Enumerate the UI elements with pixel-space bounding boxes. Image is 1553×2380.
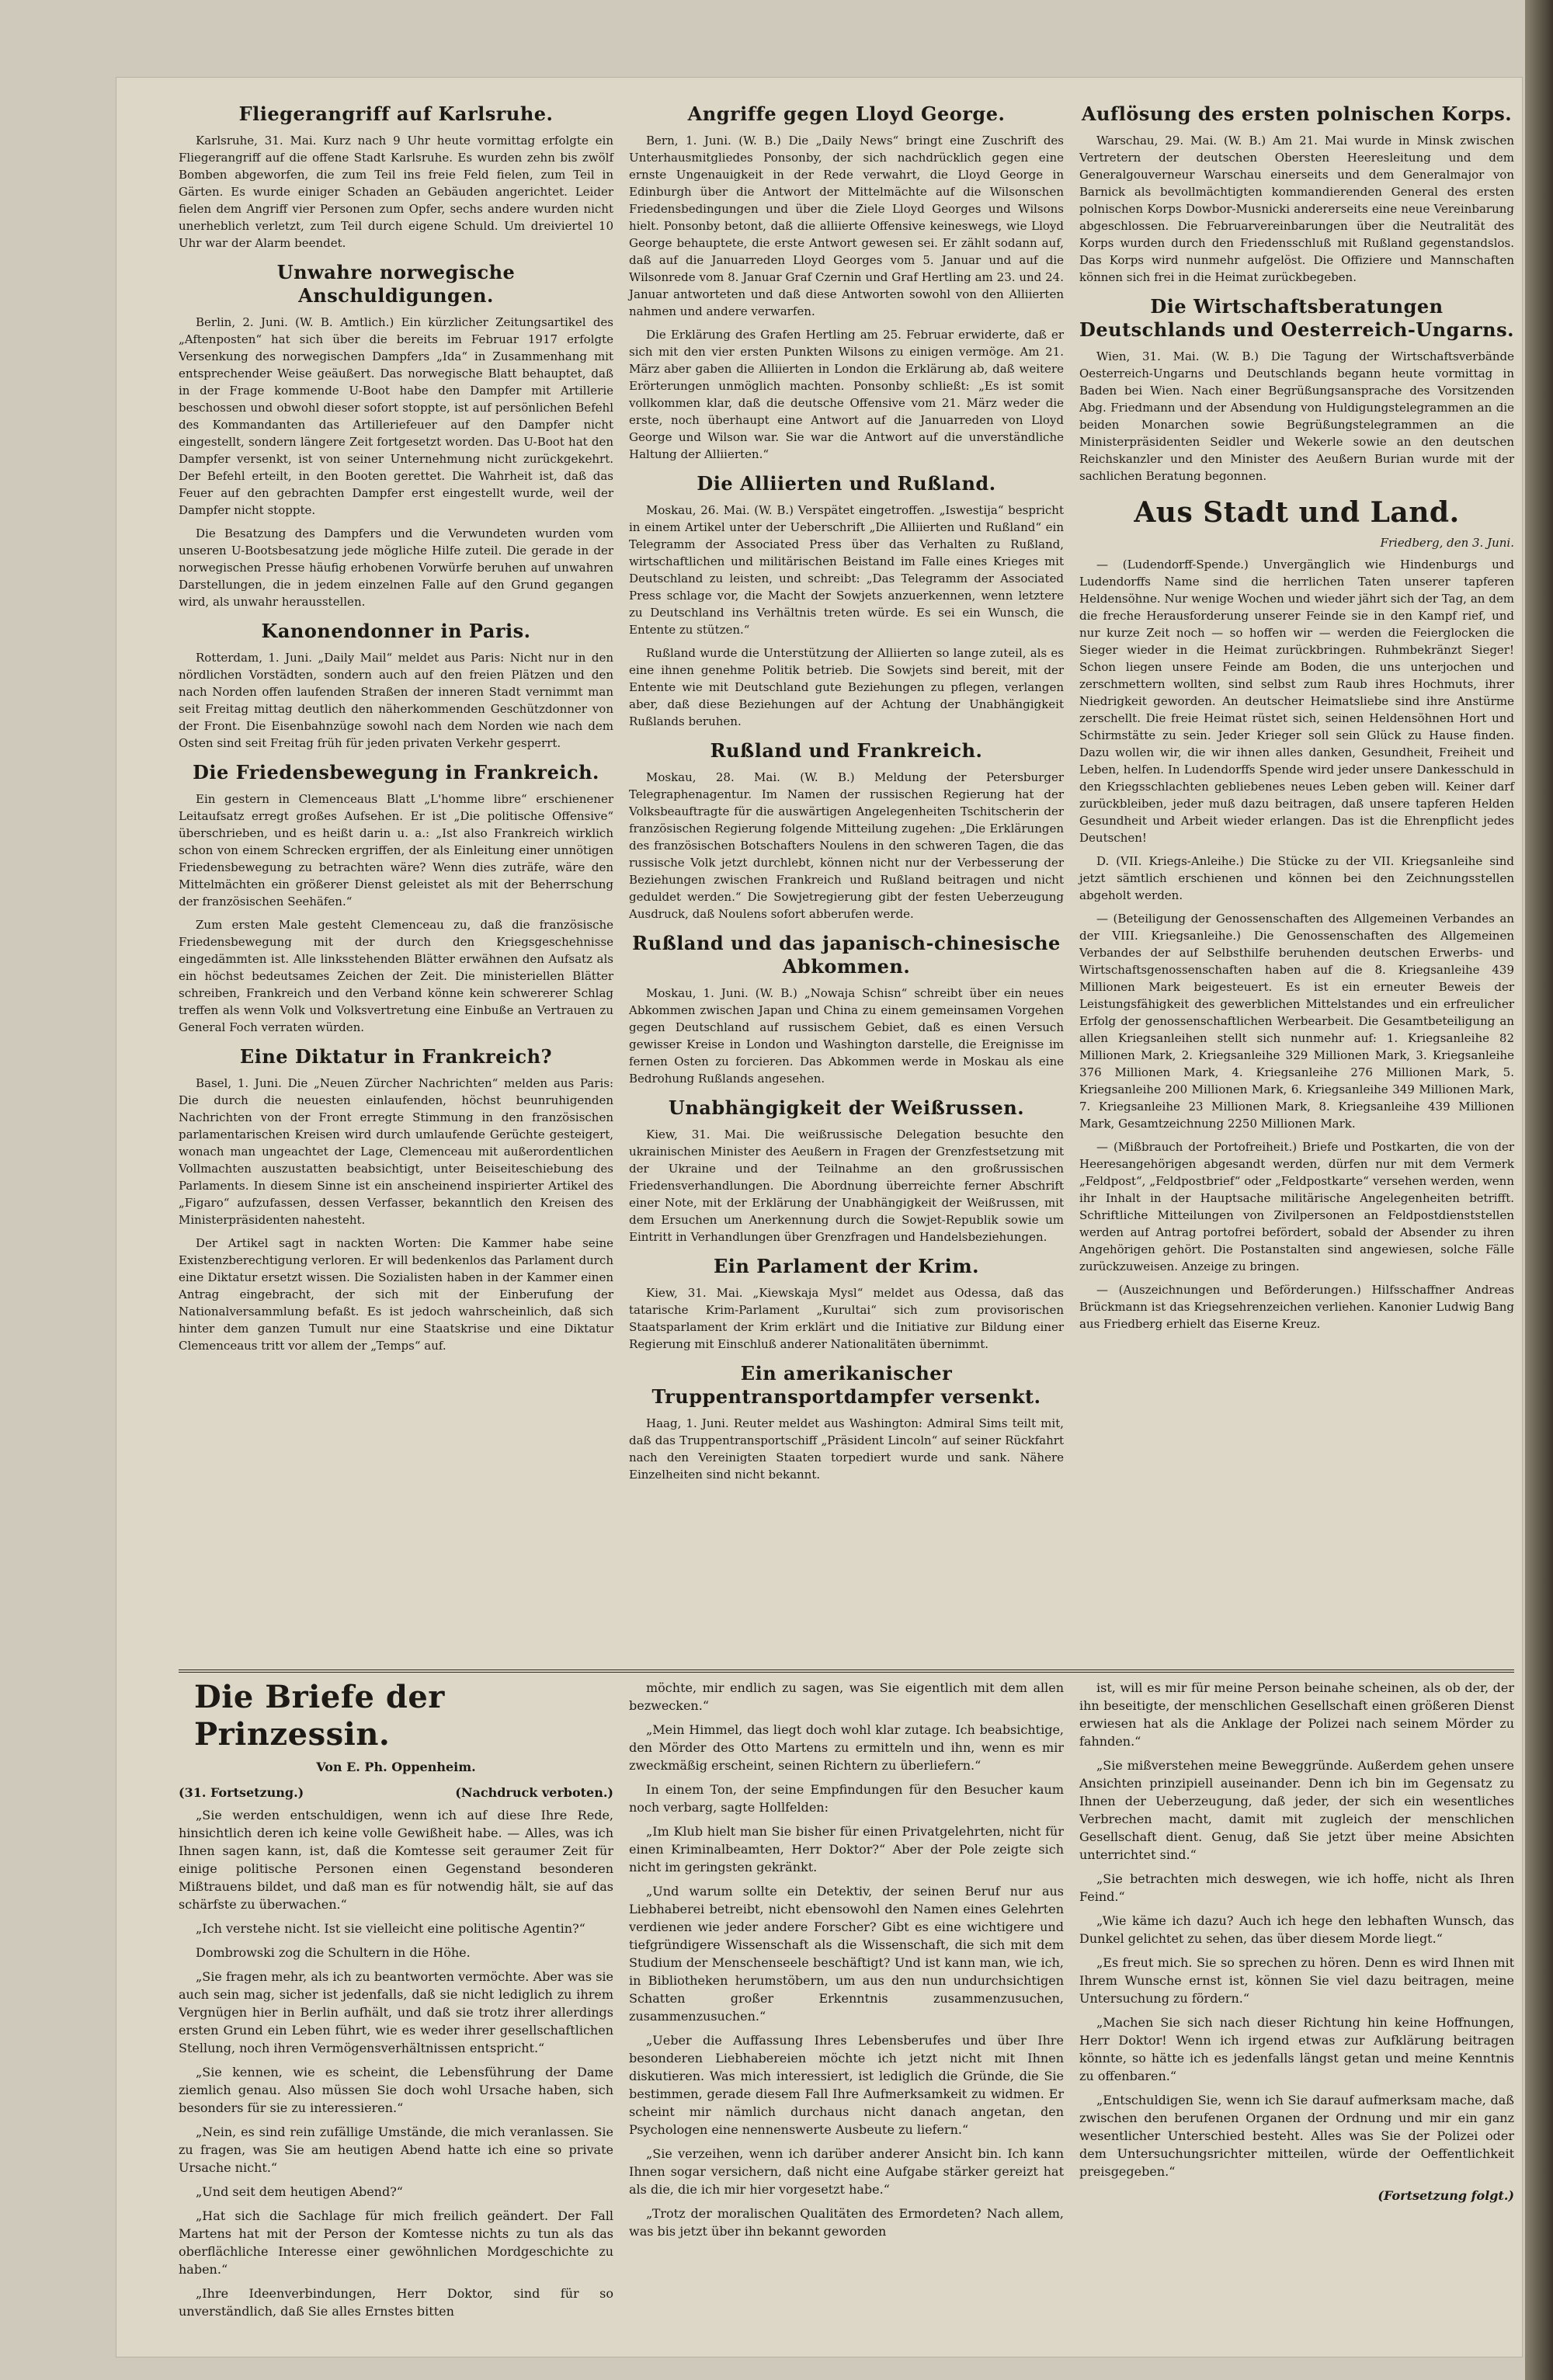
article-paragraph: Moskau, 26. Mai. (W. B.) Verspätet eingetroffen. „Iswestija“ bespricht in einem Artikel unter der Ueberschrift „Die Alliierten und Rußland“ ein Telegramm der Associated Press über das Verhalten zu Rußland, wirtschaftlichen und militärischen Beistand im Falle eines Krieges mit Deutschland zu leisten, und schreibt: „Das Telegramm der Associated Press schlage vor, die Macht der Sowjets anzuerkennen, wenn letztere zu Deutschland ins Verhältnis treten würde. Es sei ein Wunsch, die Entente zu stützen.“	[629, 503, 1064, 637]
feuilleton-paragraph: „Und seit dem heutigen Abend?“	[196, 2184, 403, 2199]
article-paragraph: Rußland wurde die Unterstützung der Alliierten so lange zuteil, als es eine ihnen genehme Politik betrieb. Die Sowjets sind bereit, mit der Entente wie mit Deutschland gute Beziehungen zu pflegen, verlangen aber, daß diese Beziehungen auf der Achtung der Unabhängigkeit Rußlands beruhen.	[629, 646, 1064, 728]
feuilleton-divider	[179, 1669, 1514, 1673]
feuilleton-paragraph: „Nein, es sind rein zufällige Umstände, die mich veranlassen. Sie zu fragen, was Sie am heutigen Abend hatte ich eine so private Ursache nicht.“	[179, 2125, 613, 2175]
continued-note: (Fortsetzung folgt.)	[1378, 2188, 1514, 2203]
feuilleton-paragraph: „Sie kennen, wie es scheint, die Lebensführung der Dame ziemlich genau. Also müssen Sie doch wohl Ursache haben, sich besonders für sie zu interessieren.“	[179, 2065, 613, 2115]
news-column-2	[629, 93, 1064, 1489]
feuilleton-paragraph: „Wie käme ich dazu? Auch ich hege den lebhaften Wunsch, das Dunkel gelichtet zu sehen, das über diesem Morde liegt.“	[1079, 1913, 1514, 1946]
feuilleton-paragraph: Dombrowski zog die Schultern in die Höhe.	[196, 1945, 471, 1960]
feuilleton-paragraph: „Sie werden entschuldigen, wenn ich auf diese Ihre Rede, hinsichtlich deren ich keine volle Gewißheit habe. — Alles, was ich Ihnen sagen kann, ist, daß die Komtesse seit geraumer Zeit für einige politische Personen einen Gegenstand besonderen Mißtrauens bildet, und daß man es für notwendig hält, sie auf das schärfste zu überwachen.“	[179, 1808, 613, 1912]
article-paragraph: Kiew, 31. Mai. „Kiewskaja Mysl“ meldet aus Odessa, daß das tatarische Krim-Parlament „Kurultai“ sich zum provisorischen Staatsparlament der Krim erklärt und die Initiative zur Bildung einer Regierung mit Einschluß anderer Nationalitäten übernimmt.	[629, 1286, 1064, 1351]
feuilleton-column-1	[179, 1679, 613, 2326]
feuilleton-section	[116, 1679, 1522, 2347]
article-paragraph: Bern, 1. Juni. (W. B.) Die „Daily News“ bringt eine Zuschrift des Unterhausmitgliedes Ponsonby, der sich nachdrücklich gegen eine ernste Ungenauigkeit in der Rede verwahrt, die Lloyd George in Edinburgh über die Antwort der Mittelmächte auf die Wilsonschen Friedensbedingungen und über die Ziele Lloyd Georges und Wilsons hielt. Ponsonby betont, daß die alliierte Offensive keineswegs, wie Lloyd George behauptete, die erste Antwort gewesen sei. Er zählt sodann auf, daß auf die Januarreden Lloyd Georges vom 5. Januar und auf die Wilsonrede vom 8. Januar Graf Czernin und Graf Hertling am 23. und 24. Januar antworteten und daß diese Antworten sowohl von den Alliierten nahmen und andere verwarfen.	[629, 134, 1064, 318]
feuilleton-paragraph: „Sie mißverstehen meine Beweggründe. Außerdem gehen unsere Ansichten prinzipiell auseinander. Denn ich bin im Gegensatz zu Ihnen der Ueberzeugung, daß jeder, der sich ein wesentliches Verbrechen macht, damit mit zugleich der menschlichen Gesellschaft dient. Genug, daß Sie jetzt über meine Absichten unterrichtet sind.“	[1079, 1758, 1514, 1862]
feuilleton-text-1	[179, 1806, 613, 2320]
feuilleton-paragraph: „Sie verzeihen, wenn ich darüber anderer Ansicht bin. Ich kann Ihnen sogar versichern, daß nicht eine Aufgabe stärker gereizt hat als die, die ich mir hier vorgesetzt habe.“	[629, 2146, 1064, 2197]
article-headline: Die Wirtschaftsberatungen Deutschlands und Oesterreich-Ungarns.	[1079, 295, 1514, 341]
feuilleton-paragraph: „Mein Himmel, das liegt doch wohl klar zutage. Ich beabsichtige, den Mörder des Otto Martens zu ermitteln und ihn, wenn es mir zweckmäßig erscheint, seinen Richtern zu überliefern.“	[629, 1722, 1064, 1773]
article-headline: Ein amerikanischer Truppentransportdampfer versenkt.	[651, 1362, 1041, 1408]
feuilleton-text-2	[629, 1679, 1064, 2240]
article-headline: Aus Stadt und Land.	[1134, 496, 1460, 529]
feuilleton-paragraph: „Und warum sollte ein Detektiv, der seinen Beruf nur aus Liebhaberei betreibt, nicht ebensowohl den Namen eines Gelehrten verdienen wie jeder andere Forscher? Gibt es eine wichtigere und tiefgründigere Wissenschaft als die Wissenschaft, die sich mit dem Studium der Menschenseele beschäftigt? Und ist kann man, wie ich, in Bibliotheken herumstöbern, um aus den nun undurchsichtigen Schatten großer Erkenntnis zusammenzusuchen, zusammenzusuchen.“	[629, 1884, 1064, 2024]
article-paragraph: Zum ersten Male gesteht Clemenceau zu, daß die französische Friedensbewegung mit der durch den Kriegsgeschehnisse eingedämmten ist. Alle linksstehenden Blätter erwähnen den Aufsatz als ein höchst bedeutsames Zeichen der Zeit. Die ministeriellen Blätter schreiben, Frankreich und den Verband könne kein schwererer Schlag treffen als wenn Volk und Volksvertretung eine Einbuße an Vertrauen zu General Foch verraten würden.	[179, 918, 613, 1034]
article-headline: Die Alliierten und Rußland.	[697, 472, 996, 495]
feuilleton-paragraph: „Ihre Ideenverbindungen, Herr Doktor, sind für so unverständlich, daß Sie alles Ernstes bitten	[179, 2286, 613, 2319]
article-paragraph: Die Besatzung des Dampfers und die Verwundeten wurden vom unseren U-Bootsbesatzung jede mögliche Hilfe zuteil. Die gerade in der norwegischen Presse häufig erhobenen Vorwürfe beruhen auf unwahren Darstellungen, die in jedem einzelnen Falle auf den Grund gegangen wird, als unwahr herausstellen.	[179, 526, 613, 609]
article-paragraph: Die Erklärung des Grafen Hertling am 25. Februar erwiderte, daß er sich mit den vier ersten Punkten Wilsons zu einigen vermöge. Am 21. März aber gaben die Alliierten in London die Erklärung ab, daß weitere Erörterungen unmöglich machten. Ponsonby schließt: „Es ist somit vollkommen klar, daß die deutsche Offensive vom 21. März weder die erste, noch überhaupt eine Antwort auf die Januarreden von Lloyd George und Wilson war. Sie war die Antwort auf die unverständliche Haltung der Alliierten.“	[629, 328, 1064, 461]
news-column-3	[1079, 93, 1514, 1339]
feuilleton-paragraph: möchte, mir endlich zu sagen, was Sie eigentlich mit dem allen bezwecken.“	[629, 1680, 1064, 1713]
feuilleton-paragraph: „Entschuldigen Sie, wenn ich Sie darauf aufmerksam mache, daß zwischen den berufenen Organen der Ordnung und mir ein ganz wesentlicher Unterschied besteht. Alles was Sie der Polizei oder dem Untersuchungsrichter mitteilen, würde der Oeffentlichkeit preisgegeben.“	[1079, 2093, 1514, 2179]
feuilleton-paragraph: „Es freut mich. Sie so sprechen zu hören. Denn es wird Ihnen mit Ihrem Wunsche ernst ist, können Sie viel dazu beitragen, meine Untersuchung zu fördern.“	[1079, 1955, 1514, 2006]
dateline: Friedberg, den 3. Juni.	[1380, 536, 1514, 550]
feuilleton-paragraph: „Trotz der moralischen Qualitäten des Ermordeten? Nach allem, was bis jetzt über ihn bekannt geworden	[629, 2206, 1064, 2239]
article-headline: Auflösung des ersten polnischen Korps.	[1081, 102, 1513, 125]
feuilleton-text-3	[1079, 1679, 1514, 2180]
article-paragraph: Berlin, 2. Juni. (W. B. Amtlich.) Ein kürzlicher Zeitungsartikel des „Aftenposten“ hat sich über die bereits im Februar 1917 erfolgte Versenkung des norwegischen Dampfers „Ida“ in Zusammenhang mit entsprechender Weise geäußert. Das norwegische Blatt behauptet, daß in der Frage kommende U-Boot habe den Dampfer mit Artillerie beschossen und obwohl dieser sofort stoppte, ist auf persönlichen Befehl des Kommandanten das Artilleriefeuer auf den Dampfer nicht eingestellt, sondern längere Zeit fortgesetzt worden. Das U-Boot hat den Dampfer versenkt, ist von seiner Unternehmung nicht zurückgekehrt. Der Befehl erteilt, in den Booten gerettet. Die Wahrheit ist, daß das Feuer auf den gebrachten Dampfer erst eingestellt wurde, weil der Dampfer nicht stoppte.	[179, 315, 613, 517]
article-headline: Rußland und Frankreich.	[710, 739, 983, 762]
feuilleton-paragraph: „Ich verstehe nicht. Ist sie vielleicht eine politische Agentin?“	[196, 1921, 585, 1936]
feuilleton-column-3	[1079, 1679, 1514, 2211]
article-paragraph: Wien, 31. Mai. (W. B.) Die Tagung der Wirtschaftsverbände Oesterreich-Ungarns und Deutschlands begann heute vormittag in Baden bei Wien. Nach einer Begrüßungsansprache des Vorsitzenden Abg. Friedmann und der Absendung von Huldigungstelegrammen an die beiden Monarchen sowie Begrüßungstelegrammen an die Ministerpräsidenten Seidler und Wekerle sowie an den deutschen Reichskanzler und den Minister des Aeußern Burian wurde mit der sachlichen Beratung begonnen.	[1079, 349, 1514, 483]
feuilleton-paragraph: „Sie betrachten mich deswegen, wie ich hoffe, nicht als Ihren Feind.“	[1079, 1871, 1514, 1904]
feuilleton-paragraph: „Im Klub hielt man Sie bisher für einen Privatgelehrten, nicht für einen Kriminalbeamten, Herr Doktor?“ Aber der Pole zeigte sich nicht im geringsten gekränkt.	[629, 1824, 1064, 1874]
article-paragraph: Moskau, 1. Juni. (W. B.) „Nowaja Schisn“ schreibt über ein neues Abkommen zwischen Japan und China zu einem gemeinsamen Vorgehen gegen Deutschland auf russischem Gebiet, daß es einen Versuch gewisser Kreise in London und Washington darstelle, die Ereignisse im fernen Osten zu forcieren. Das Abkommen werde in Moskau als eine Bedrohung Rußlands angesehen.	[629, 986, 1064, 1086]
newspaper-page	[116, 78, 1522, 2357]
article-headline: Unabhängigkeit der Weißrussen.	[668, 1096, 1025, 1119]
feuilleton-title: Die Briefe der Prinzessin.	[194, 1679, 445, 1753]
article-paragraph: — (Beteiligung der Genossenschaften des Allgemeinen Verbandes an der VIII. Kriegsanleihe.) Die Genossenschaften des Allgemeinen Verbandes der auf Selbsthilfe beruhenden deutschen Erwerbs- und Wirtschaftsgenossenschaften haben auf die 8. Kriegsanleihe 439 Millionen Mark beigesteuert. Es ist ein erneuter Beweis der Leistungsfähigkeit des gewerblichen Mittelstandes und ein erfreulicher Erfolg der genossenschaftlichen Werbearbeit. Die Gesamtbeteiligung an allen Kriegsanleihen stellt sich nunmehr auf: 1. Kriegsanleihe 82 Millionen Mark, 2. Kriegsanleihe 329 Millionen Mark, 3. Kriegsanleihe 376 Millionen Mark, 4. Kriegsanleihe 276 Millionen Mark, 5. Kriegsanleihe 200 Millionen Mark, 6. Kriegsanleihe 349 Millionen Mark, 7. Kriegsanleihe 23 Millionen Mark, 8. Kriegsanleihe 439 Millionen Mark, Gesamtzeichnung 2250 Millionen Mark.	[1079, 912, 1514, 1131]
feuilleton-paragraph: „Ueber die Auffassung Ihres Lebensberufes und über Ihre besonderen Liebhabereien möchte ich jetzt nicht mit Ihnen diskutieren. Was mich interessiert, ist lediglich die Gründe, die Sie bestimmen, gerade diesem Fall Ihre Aufmerksamkeit zu widmen. Er scheint mir nämlich durchaus nicht danach angetan, den Psychologen eine nennenswerte Ausbeute zu liefern.“	[629, 2033, 1064, 2137]
article-paragraph: — (Auszeichnungen und Beförderungen.) Hilfsschaffner Andreas Brückmann ist das Kriegsehrenzeichen verliehen. Kanonier Ludwig Bang aus Friedberg erhielt das Eiserne Kreuz.	[1079, 1283, 1514, 1331]
news-column-1	[179, 93, 613, 1360]
feuilleton-byline: Von E. Ph. Oppenheim.	[316, 1760, 476, 1774]
article-paragraph: Kiew, 31. Mai. Die weißrussische Delegation besuchte den ukrainischen Minister des Aeußern in Fragen der Grenzfestsetzung mit der Ukraine und der Teilnahme an den großrussischen Friedensverhandlungen. Die Abordnung überreichte ferner Abschrift einer Note, mit der Erklärung der Unabhängigkeit der Weißrussen, mit dem Ersuchen um Anerkennung durch die Sowjet-Republik sowie um Eintritt in Verhandlungen über Grenzfragen und Handelsbeziehungen.	[629, 1127, 1064, 1244]
article-headline: Die Friedensbewegung in Frankreich.	[193, 761, 599, 783]
article-paragraph: Rotterdam, 1. Juni. „Daily Mail“ meldet aus Paris: Nicht nur in den nördlichen Vorstädten, sondern auch auf den freien Plätzen und den nach Norden offen laufenden Straßen der inneren Stadt vernimmt man seit Freitag mittag deutlich den näherkommenden Geschützdonner von der Front. Die Eisenbahnzüge sowohl nach dem Norden wie nach dem Osten sind seit Freitag früh für jeden privaten Verkehr gesperrt.	[179, 651, 613, 750]
article-paragraph: — (Mißbrauch der Portofreiheit.) Briefe und Postkarten, die von der Heeresangehörigen abgesandt werden, dürfen nur mit dem Vermerk „Feldpost“, „Feldpostbrief“ oder „Feldpostkarte“ versehen werden, wenn ihr Inhalt in der Hauptsache militärische Angelegenheiten betrifft. Schriftliche Mitteilungen von Zivilpersonen an Feldpostdienststellen werden auf Antrag portofrei befördert, sobald der Absender zu ihren Angehörigen gehört. Die Postanstalten sind angewiesen, solche Fälle zurückzuweisen. Anzeige zu bringen.	[1079, 1140, 1514, 1273]
feuilleton-note: (Nachdruck verboten.)	[455, 1785, 613, 1800]
article-headline: Fliegerangriff auf Karlsruhe.	[238, 102, 554, 125]
article-headline: Unwahre norwegische Anschuldigungen.	[276, 261, 516, 307]
feuilleton-paragraph: „Machen Sie sich nach dieser Richtung hin keine Hoffnungen, Herr Doktor! Wenn ich irgend etwas zur Aufklärung beitragen könnte, so hätte ich es jedenfalls längst getan und meine Kenntnis zu offenbaren.“	[1079, 2015, 1514, 2083]
article-paragraph: Ein gestern in Clemenceaus Blatt „L'homme libre“ erschienener Leitaufsatz erregt großes Aufsehen. Er ist „Die politische Offensive“ überschrieben, und es heißt darin u. a.: „Ist also Frankreich wirklich schon von einem Schrecken ergriffen, der als Einleitung einer unnötigen Friedensbewegung zu betrachten wäre? Wenn dies zuträfe, wäre den Mittelmächten ein größerer Dienst geleistet als mit der Beherrschung der französischen Seehäfen.“	[179, 792, 613, 909]
feuilleton-paragraph: „Hat sich die Sachlage für mich freilich geändert. Der Fall Martens hat mit der Person der Komtesse nichts zu tun als das oberflächliche Interesse einer gewöhnlichen Mordgeschichte zu haben.“	[179, 2208, 613, 2277]
article-paragraph: — (Ludendorff-Spende.) Unvergänglich wie Hindenburgs und Ludendorffs Name sind die herrlichen Taten unserer tapferen Heldensöhne. Nur wenige Wochen und wieder jährt sich der Tag, an dem die freche Herausforderung unserer Feinde sie in den Kampf rief, und nur kurze Zeit noch — so hoffen wir — werden die Feierglocken die Sieger wieder in die Heimat zurückbringen. Ruhmbekränzt Sieger! Schon liegen unsere Feinde am Boden, die uns unterjochen und zerschmettern wollten, sind selbst zum Raub ihres Hochmuts, ihrer Niedrigkeit geworden. An deutscher Heimatsliebe sind ihre Anstürme zerschellt. Die freie Heimat rüstet sich, seinen Heldensöhnen Hort und Schirmstätte zu sein. Jeder Krieger soll sein Glück zu Hause finden. Dazu wollen wir, die wir ihnen alles danken, Gesundheit, Freiheit und Leben, helfen. In Ludendorffs Spende wird jeder unsere Dankesschuld in den Kriegsschlachten gebliebenes neues Leben geben will. Keiner darf zurückbleiben, jeder muß dazu beitragen, daß unsere tapferen Helden Gesundheit und Arbeit wieder erlangen. Das ist die Ehrenpflicht jedes Deutschen!	[1079, 558, 1514, 845]
article-paragraph: Moskau, 28. Mai. (W. B.) Meldung der Petersburger Telegraphenagentur. Im Namen der russischen Regierung hat der Volksbeauftragte für die auswärtigen Angelegenheiten Tschitscherin der französischen Regierung folgende Mitteilung zugehen: „Die Erklärungen des französischen Botschafters Noulens in den schweren Tagen, die das russische Volk jetzt durchlebt, können nicht nur der Verbesserung der Beziehungen zwischen Frankreich und Rußland beitragen und nicht geduldet werden.“ Die Sowjetregierung gibt der festen Ueberzeugung Ausdruck, daß Noulens sofort abberufen werde.	[629, 770, 1064, 921]
article-paragraph: Karlsruhe, 31. Mai. Kurz nach 9 Uhr heute vormittag erfolgte ein Fliegerangriff auf die offene Stadt Karlsruhe. Es wurden zehn bis zwölf Bomben abgeworfen, die zum Teil ins freie Feld fielen, zum Teil in Gärten. Es wurde einiger Schaden an Gebäuden angerichtet. Leider fielen dem Angriff vier Personen zum Opfer, sechs andere wurden nicht unerheblich verletzt, zum Teil durch eigene Schuld. Um dreiviertel 10 Uhr war der Alarm beendet.	[179, 134, 613, 250]
feuilleton-paragraph: In einem Ton, der seine Empfindungen für den Besucher kaum noch verbarg, sagte Hollfelden:	[629, 1782, 1064, 1815]
feuilleton-paragraph: „Sie fragen mehr, als ich zu beantworten vermöchte. Aber was sie auch sein mag, sicher ist jedenfalls, daß sie nicht lediglich zu ihrem Vergnügen hier in Berlin aufhält, und daß sie trotz ihrer allerdings ersten Grund ein Leben führt, wie es weder ihrer gesellschaftlichen Stellung, noch ihren Vermögensverhältnissen entspricht.“	[179, 1969, 613, 2055]
article-headline: Rußland und das japanisch-chinesische Abkommen.	[632, 932, 1061, 978]
article-paragraph: Warschau, 29. Mai. (W. B.) Am 21. Mai wurde in Minsk zwischen Vertretern der deutschen Obersten Heeresleitung und dem Generalgouverneur Warschau einerseits und dem Generalmajor von Barnick als bevollmächtigten kommandierenden General des ersten polnischen Korps Dowbor-Musnicki andererseits eine neue Vereinbarung abgeschlossen. Die Februarvereinbarungen über die Neutralität des Korps wurden durch den Friedensschluß mit Rußland gegenstandslos. Das Korps wird nunmehr aufgelöst. Die Offiziere und Mannschaften können sich frei in die Heimat zurückbegeben.	[1079, 134, 1514, 284]
article-headline: Eine Diktatur in Frankreich?	[239, 1045, 553, 1068]
article-headline: Kanonendonner in Paris.	[261, 620, 531, 642]
article-paragraph: D. (VII. Kriegs-Anleihe.) Die Stücke zu der VII. Kriegsanleihe sind jetzt sämtlich erschienen und können bei den Zeichnungsstellen abgeholt werden.	[1079, 854, 1514, 902]
article-paragraph: Haag, 1. Juni. Reuter meldet aus Washington: Admiral Sims teilt mit, daß das Truppentransportschiff „Präsident Lincoln“ auf seiner Rückfahrt nach den Vereinigten Staaten torpediert wurde und sank. Nähere Einzelheiten sind nicht bekannt.	[629, 1416, 1064, 1482]
feuilleton-paragraph: ist, will es mir für meine Person beinahe scheinen, als ob der, der ihn beseitigte, der menschlichen Gesellschaft einen größeren Dienst erwiesen hat als die Anklage der Polizei nach seinem Mörder zu fahnden.“	[1079, 1680, 1514, 1749]
feuilleton-column-2	[629, 1679, 1064, 2246]
article-headline: Angriffe gegen Lloyd George.	[687, 102, 1006, 125]
page-fold-shadow	[1525, 0, 1553, 2380]
article-headline: Ein Parlament der Krim.	[714, 1255, 979, 1277]
article-paragraph: Der Artikel sagt in nackten Worten: Die Kammer habe seine Existenzberechtigung verloren. Er will bedenkenlos das Parlament durch eine Diktatur ersetzt wissen. Die Sozialisten haben in der Kammer einen Antrag eingebracht, der sich mit der Einberufung der Nationalversammlung befaßt. Es ist jedoch wahrscheinlich, daß sich hinter dem ganzen Tumult nur eine Staatskrise und eine Diktatur Clemenceaus tritt vor allem der „Temps“ auf.	[179, 1236, 613, 1353]
article-paragraph: Basel, 1. Juni. Die „Neuen Zürcher Nachrichten“ melden aus Paris: Die durch die neuesten einlaufenden, höchst beunruhigenden Nachrichten von der Front erregte Stimmung in den französischen parlamentarischen Kreisen wird durch umlaufende Gerüchte gesteigert, wonach man ungeachtet der Lage, Clemenceau mit außerordentlichen Vollmachten auszustatten beabsichtigt, unter Beiseiteschiebung des Parlaments. In diesem Sinne ist ein anscheinend inspirierter Artikel des „Figaro“ aufzufassen, dessen Verfasser, bekanntlich den Kreisen des Ministerpräsidenten nahesteht.	[179, 1076, 613, 1227]
feuilleton-part: (31. Fortsetzung.)	[179, 1785, 304, 1800]
